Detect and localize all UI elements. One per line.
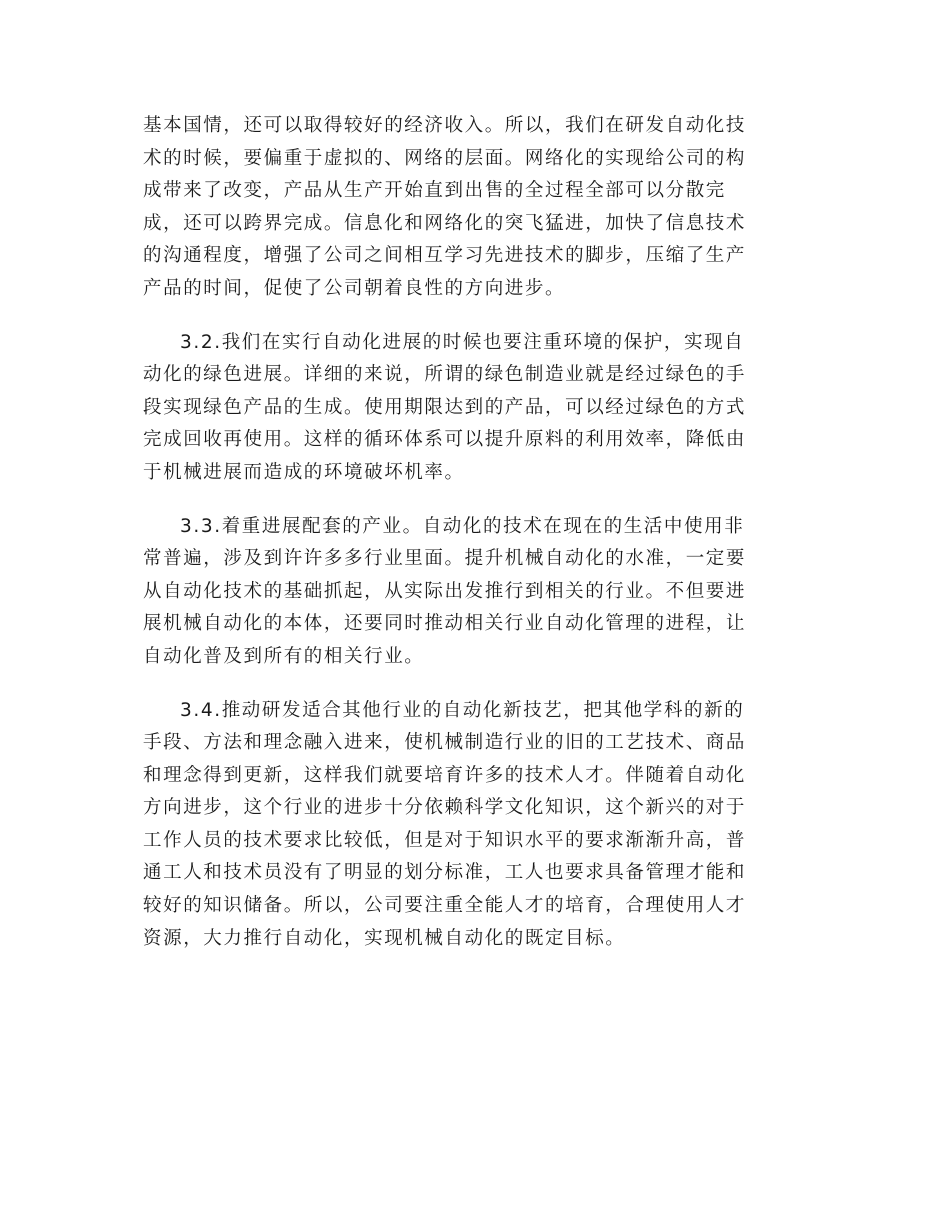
- text-line: 成，还可以跨界完成。信息化和网络化的突飞猛进，加快了信息技术: [143, 212, 747, 234]
- text-line: 3.4.推动研发适合其他行业的自动化新技艺，把其他学科的新的: [180, 699, 745, 721]
- text-line: 于机械进展而造成的环境破坏机率。: [143, 461, 465, 483]
- text-line: 的沟通程度，增强了公司之间相互学习先进技术的脚步，压缩了生产: [143, 245, 747, 267]
- text-line: 3.2.我们在实行自动化进展的时候也要注重环境的保护，实现自: [180, 331, 745, 353]
- text-line: 段实现绿色产品的生成。使用期限达到的产品，可以经过绿色的方式: [143, 396, 747, 418]
- paragraph-section-3-4: [143, 695, 795, 956]
- text-line: 产品的时间，促使了公司朝着良性的方向进步。: [143, 277, 566, 299]
- paragraph-section-3-2: [143, 327, 795, 490]
- text-line: 动化的绿色进展。详细的来说，所谓的绿色制造业就是经过绿色的手: [143, 364, 747, 386]
- paragraph-section-3-3: [143, 511, 795, 674]
- text-line: 工作人员的技术要求比较低，但是对于知识水平的要求渐渐升高，普: [143, 829, 747, 851]
- text-line: 完成回收再使用。这样的循环体系可以提升原料的利用效率，降低由: [143, 429, 747, 451]
- text-line: 基本国情，还可以取得较好的经济收入。所以，我们在研发自动化技: [143, 115, 747, 136]
- text-line: 术的时候，要偏重于虚拟的、网络的层面。网络化的实现给公司的构: [143, 147, 747, 169]
- text-line: 自动化普及到所有的相关行业。: [143, 645, 425, 667]
- text-line: 资源，大力推行自动化，实现机械自动化的既定目标。: [143, 927, 626, 949]
- text-line: 手段、方法和理念融入进来，使机械制造行业的旧的工艺技术、商品: [143, 732, 747, 754]
- text-line: 较好的知识储备。所以，公司要注重全能人才的培育，合理使用人才: [143, 895, 747, 917]
- text-line: 常普遍，涉及到许许多多行业里面。提升机械自动化的水准，一定要: [143, 548, 747, 570]
- text-line: 和理念得到更新，这样我们就要培育许多的技术人才。伴随着自动化: [143, 764, 747, 786]
- text-line: 3.3.着重进展配套的产业。自动化的技术在现在的生活中使用非: [180, 515, 745, 537]
- text-line: 通工人和技术员没有了明显的划分标准，工人也要求具备管理才能和: [143, 862, 747, 884]
- text-line: 方向进步，这个行业的进步十分依赖科学文化知识，这个新兴的对于: [143, 797, 747, 819]
- document-page: [143, 110, 795, 955]
- paragraph-national-conditions: [143, 110, 795, 306]
- text-line: 成带来了改变，产品从生产开始直到出售的全过程全部可以分散完: [143, 180, 726, 202]
- text-line: 从自动化技术的基础抓起，从实际出发推行到相关的行业。不但要进: [143, 580, 747, 602]
- text-line: 展机械自动化的本体，还要同时推动相关行业自动化管理的进程，让: [143, 613, 747, 635]
